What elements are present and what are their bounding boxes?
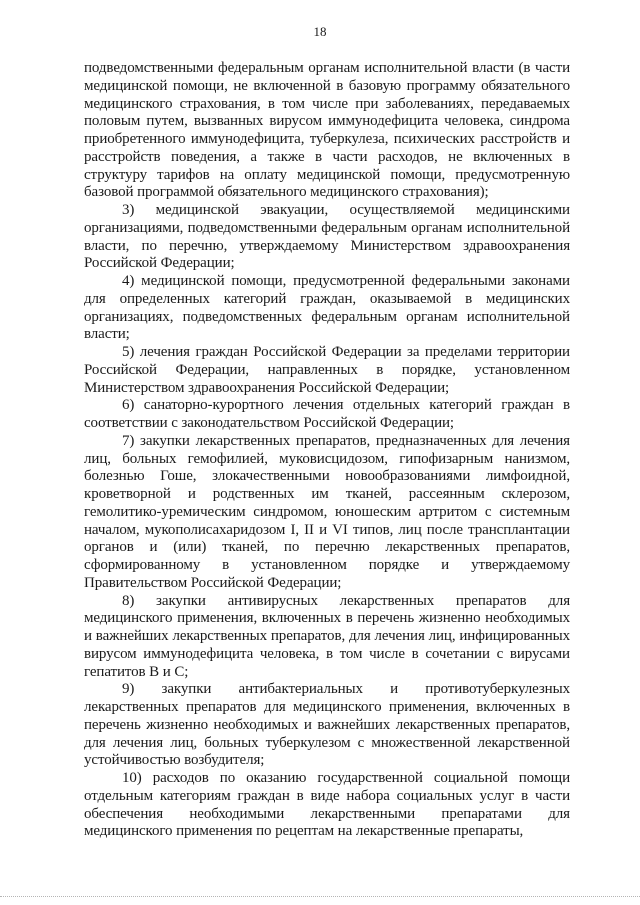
- scan-edge-line: [0, 896, 640, 897]
- paragraph-item-8: 8) закупки антивирусных лекарственных препаратов для медицинского применения, включенных в перечень жизненно необходимых и важнейших лекарственных препаратов, для лечения лиц, инфицированных вирусом иммунодефицита человека, в том числе в сочетании с вирусами гепатитов В и С;: [84, 592, 570, 680]
- paragraph-item-6: 6) санаторно-курортного лечения отдельных категорий граждан в соответствии с законодательством Российской Федерации;: [84, 397, 570, 431]
- paragraph-continuation: подведомственными федеральным органам исполнительной власти (в части медицинской помощи, не включенной в базовую программу обязательного медицинского страхования, в том числе при заболеваниях, передаваемых половым путем, вызванных вирусом иммунодефицита человека, синдрома приобретенного иммунодефицита, туберкулеза, психических расстройств и расстройств поведения, а также в части расходов, не включенных в структуру тарифов на оплату медицинской помощи, предусмотренную базовой программой обязательного медицинского страхования);: [84, 60, 570, 201]
- paragraph-item-3: 3) медицинской эвакуации, осуществляемой медицинскими организациями, подведомственными федеральным органам исполнительной власти, по перечню, утверждаемому Министерством здравоохранения Российской Федерации;: [84, 202, 570, 272]
- paragraph-item-5: 5) лечения граждан Российской Федерации за пределами территории Российской Федерации, направленных в порядке, установленном Министерством здравоохранения Российской Федерации;: [84, 344, 570, 396]
- paragraph-item-10: 10) расходов по оказанию государственной социальной помощи отдельным категориям граждан в виде набора социальных услуг в части обеспечения необходимыми лекарственными препаратами для медицинского применения по рецептам на лекарственные препараты,: [84, 770, 570, 840]
- paragraph-item-9: 9) закупки антибактериальных и противотуберкулезных лекарственных препаратов для медицинского применения, включенных в перечень жизненно необходимых и важнейших лекарственных препаратов, для лечения лиц, больных туберкулезом с множественной лекарственной устойчивостью возбудителя;: [84, 681, 570, 769]
- paragraph-item-7: 7) закупки лекарственных препаратов, предназначенных для лечения лиц, больных гемофилией, муковисцидозом, гипофизарным нанизмом, болезнью Гоше, злокачественными новообразованиями лимфоидной, кроветворной и родственных им тканей, рассеянным склерозом, гемолитико-уремическим синдромом, юношеским артритом с системным началом, мукополисахаридозом I, II и VI типов, лиц после трансплантации органов и (или) тканей, по перечню лекарственных препаратов, сформированному в установленном порядке и утверждаемому Правительством Российской Федерации;: [84, 432, 570, 591]
- page-number: 18: [313, 24, 327, 39]
- paragraph-item-4: 4) медицинской помощи, предусмотренной федеральными законами для определенных категорий граждан, оказываемой в медицинских организациях, подведомственных федеральным органам исполнительной власти;: [84, 273, 570, 343]
- document-body: [84, 60, 570, 841]
